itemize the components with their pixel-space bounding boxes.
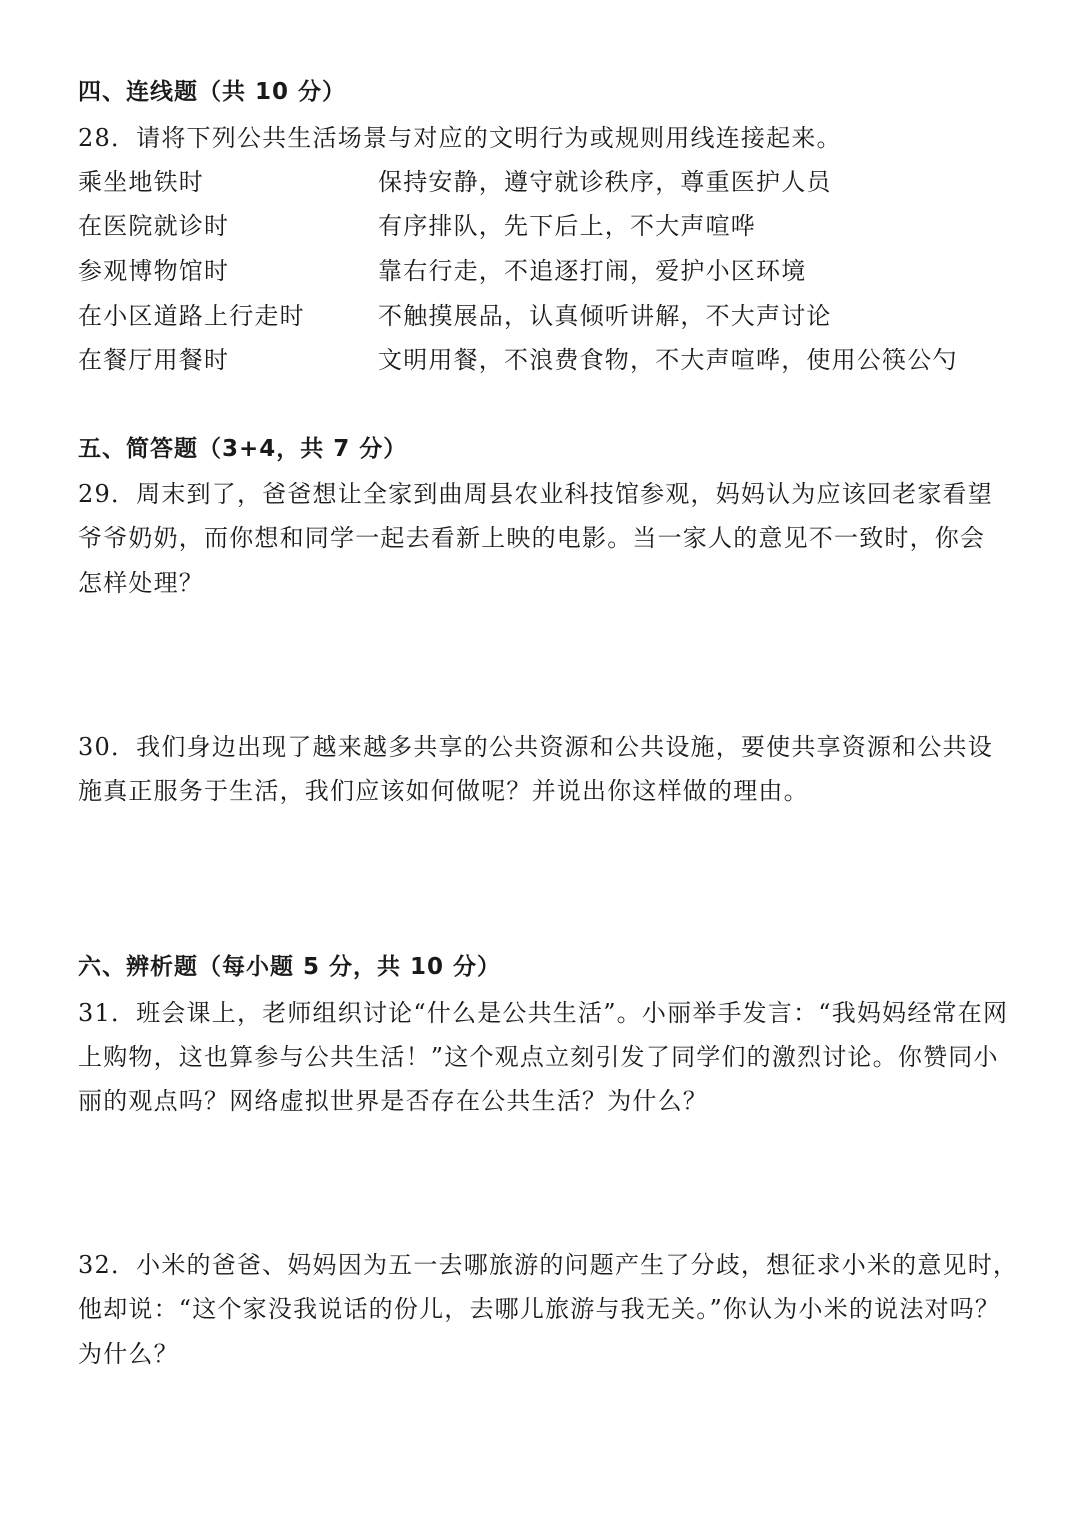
scene-item: 在医院就诊时 <box>78 212 230 240</box>
question-32-line: 他却说：“这个家没我说话的份儿，去哪儿旅游与我无关。”你认为小米的说法对吗？ <box>78 1295 1001 1323</box>
question-29-line: 29．周末到了，爸爸想让全家到曲周县农业科技馆参观，妈妈认为应该回老家看望 <box>78 480 993 508</box>
scene-item: 在餐厅用餐时 <box>78 346 230 374</box>
behavior-item: 文明用餐，不浪费食物，不大声喧哗，使用公筷公勺 <box>378 346 958 374</box>
behavior-item: 保持安静，遵守就诊秩序，尊重医护人员 <box>378 168 832 196</box>
question-32-line: 为什么？ <box>78 1340 179 1368</box>
question-31-line: 31．班会课上，老师组织讨论“什么是公共生活”。小丽举手发言：“我妈妈经常在网 <box>78 999 1009 1027</box>
behavior-item: 有序排队，先下后上，不大声喧哗 <box>378 212 756 240</box>
section-heading-analysis: 六、辨析题（每小题 5 分，共 10 分） <box>78 954 502 980</box>
section-heading-short-answer: 五、简答题（3+4，共 7 分） <box>78 436 408 462</box>
question-31-line: 丽的观点吗？网络虚拟世界是否存在公共生活？为什么？ <box>78 1087 708 1115</box>
question-28: 28．请将下列公共生活场景与对应的文明行为或规则用线连接起来。 <box>78 124 842 152</box>
question-32-line: 32．小米的爸爸、妈妈因为五一去哪旅游的问题产生了分歧，想征求小米的意见时， <box>78 1251 1019 1279</box>
scene-item: 在小区道路上行走时 <box>78 302 305 330</box>
scene-item: 乘坐地铁时 <box>78 168 204 196</box>
behavior-item: 不触摸展品，认真倾听讲解，不大声讨论 <box>378 302 832 330</box>
question-31-line: 上购物，这也算参与公共生活！”这个观点立刻引发了同学们的激烈讨论。你赞同小 <box>78 1043 999 1071</box>
question-30-line: 施真正服务于生活，我们应该如何做呢？并说出你这样做的理由。 <box>78 777 809 805</box>
behavior-item: 靠右行走，不追逐打闹，爱护小区环境 <box>378 257 807 285</box>
section-heading-matching: 四、连线题（共 10 分） <box>78 79 347 105</box>
question-29-line: 爷爷奶奶，而你想和同学一起去看新上映的电影。当一家人的意见不一致时，你会 <box>78 524 986 552</box>
question-29-line: 怎样处理？ <box>78 569 204 597</box>
question-30-line: 30．我们身边出现了越来越多共享的公共资源和公共设施，要使共享资源和公共设 <box>78 733 993 761</box>
scene-item: 参观博物馆时 <box>78 257 230 285</box>
